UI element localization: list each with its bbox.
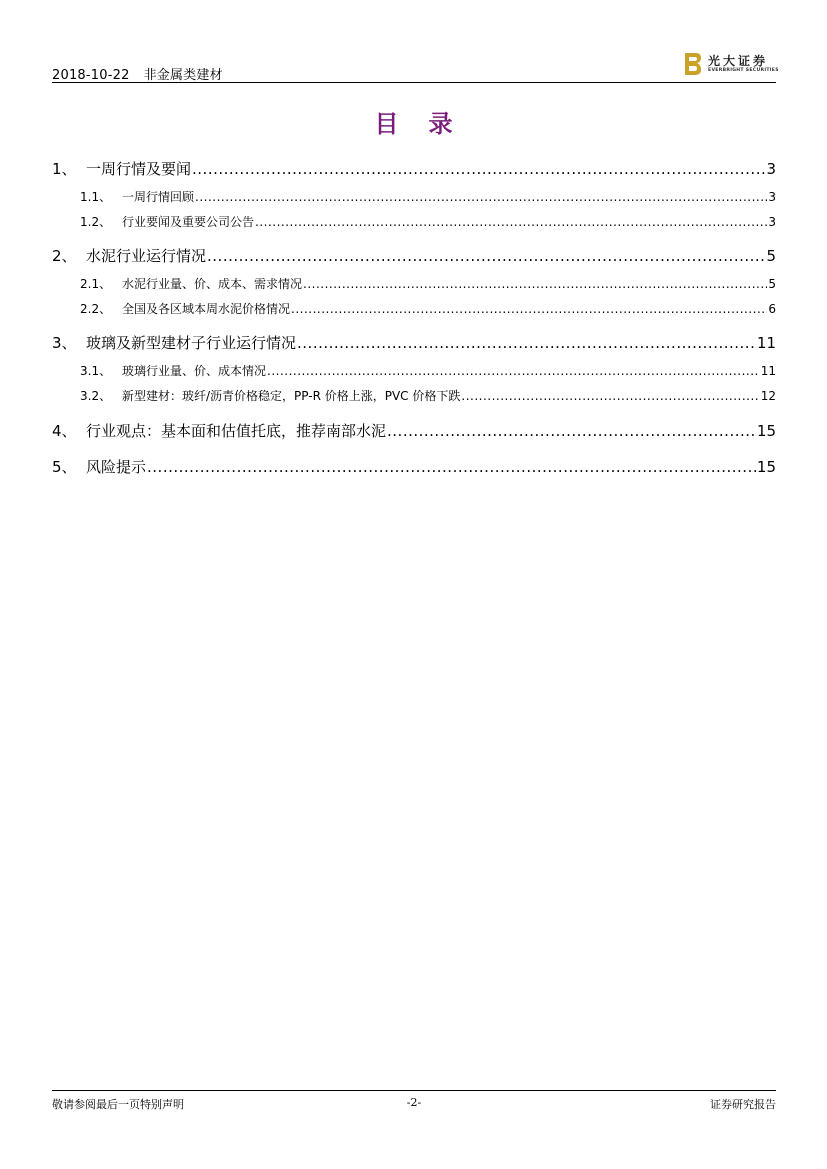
- logo-mark-icon: [684, 52, 702, 76]
- toc-entry[interactable]: [80, 362, 776, 379]
- page-number: -2-: [406, 1096, 422, 1109]
- toc-entry-label: 行业观点：基本面和估值托底，推荐南部水泥: [86, 422, 387, 440]
- toc-entry[interactable]: [80, 188, 776, 205]
- toc-entry-page: 3: [766, 160, 776, 178]
- toc-entry-page: 5: [766, 247, 776, 265]
- toc-entry[interactable]: [52, 456, 776, 477]
- toc-entry[interactable]: [52, 245, 776, 266]
- toc-leader: [291, 302, 767, 316]
- footer-report-type: 证券研究报告: [710, 1098, 776, 1111]
- toc-leader: [147, 458, 756, 476]
- toc-entry-number: 2.1、: [80, 277, 112, 291]
- toc-leader: [255, 215, 767, 229]
- toc-entry-label: 水泥行业运行情况: [86, 247, 207, 265]
- toc-entry[interactable]: [52, 420, 776, 441]
- report-category: 非金属类建材: [143, 68, 223, 83]
- toc-entry-label: 玻璃及新型建材子行业运行情况: [86, 334, 297, 352]
- toc-entry[interactable]: [80, 213, 776, 230]
- toc-entry[interactable]: [80, 300, 776, 317]
- logo-english-name: EVERBRIGHT SECURITIES: [708, 68, 779, 73]
- toc-entry-label: 全国及各区域本周水泥价格情况: [122, 302, 291, 316]
- toc-leader: [461, 389, 759, 403]
- toc-leader: [207, 247, 765, 265]
- toc-entry-label: 新型建材：玻纤/沥青价格稳定，PP-R 价格上涨，PVC 价格下跌: [122, 389, 461, 403]
- toc-entry-number: 2、: [52, 247, 77, 265]
- toc-leader: [387, 422, 756, 440]
- toc-title: 目录: [374, 109, 483, 138]
- toc-entry-page: 15: [756, 422, 776, 440]
- toc-entry-label: 玻璃行业量、价、成本情况: [122, 364, 267, 378]
- toc-entry-page: 12: [760, 389, 776, 403]
- toc-entry-number: 1、: [52, 160, 77, 178]
- page-header: [52, 54, 779, 84]
- toc-entry-label: 水泥行业量、价、成本、需求情况: [122, 277, 303, 291]
- toc-entry-label: 风险提示: [86, 458, 147, 476]
- toc-leader: [303, 277, 767, 291]
- everbright-logo: [684, 52, 779, 80]
- toc-leader: [297, 334, 756, 352]
- toc-entry-number: 5、: [52, 458, 77, 476]
- toc-entry-number: 3、: [52, 334, 77, 352]
- toc-entry-page: 11: [756, 334, 776, 352]
- toc-entry-number: 1.1、: [80, 190, 112, 204]
- toc-leader: [195, 190, 767, 204]
- toc-entry[interactable]: [52, 158, 776, 179]
- header-divider: [52, 82, 776, 83]
- toc-entry-number: 1.2、: [80, 215, 112, 229]
- toc-entry-label: 一周行情及要闻: [86, 160, 192, 178]
- footer-disclaimer: 敬请参阅最后一页特别声明: [52, 1098, 184, 1111]
- toc-leader: [267, 364, 760, 378]
- toc-entry-number: 3.2、: [80, 389, 112, 403]
- toc-leader: [192, 160, 765, 178]
- footer-divider: [52, 1090, 776, 1091]
- toc-entry-page: 11: [760, 364, 776, 378]
- toc-entry-page: 15: [756, 458, 776, 476]
- toc-entry[interactable]: [52, 332, 776, 353]
- toc-entry[interactable]: [80, 275, 776, 292]
- logo-chinese-name: 光大证券: [708, 54, 769, 68]
- toc-entry-number: 2.2、: [80, 302, 112, 316]
- toc-entry-label: 行业要闻及重要公司公告: [122, 215, 255, 229]
- report-date: 2018-10-22: [52, 68, 130, 83]
- toc-entry-page: 5: [768, 277, 776, 291]
- toc-entry[interactable]: [80, 387, 776, 404]
- toc-entry-page: 6: [768, 302, 776, 316]
- header-info: [52, 64, 223, 83]
- toc-entry-number: 4、: [52, 422, 77, 440]
- toc-entry-page: 3: [768, 215, 776, 229]
- toc-entry-page: 3: [768, 190, 776, 204]
- toc-entry-number: 3.1、: [80, 364, 112, 378]
- toc-entry-label: 一周行情回顾: [122, 190, 195, 204]
